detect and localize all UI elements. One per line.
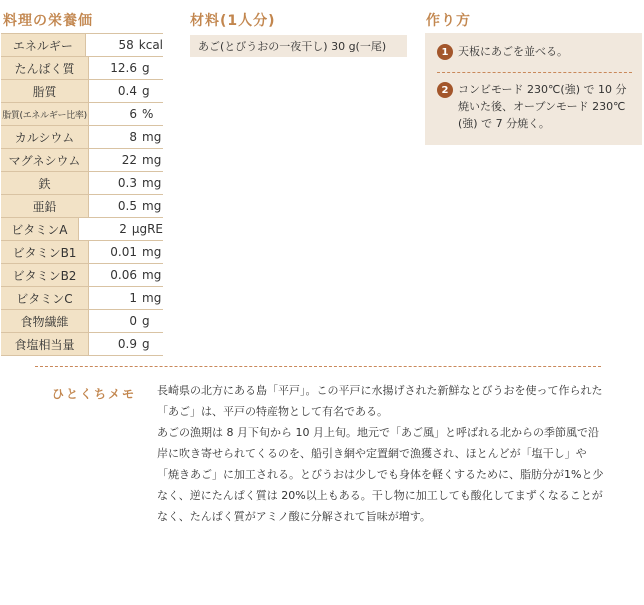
table-row	[1, 57, 163, 80]
nutrient-label: たんぱく質	[1, 57, 89, 79]
table-row	[1, 126, 163, 149]
nutrient-value: 8	[129, 130, 137, 144]
nutrition-title: 料理の栄養価	[3, 13, 93, 29]
nutrition-table	[1, 33, 163, 356]
nutrient-label: ビタミンC	[1, 287, 89, 309]
ingredient-item: あご(とびうおの一夜干し) 30 g(一尾)	[190, 35, 407, 57]
nutrient-unit: mg	[142, 176, 162, 190]
memo-paragraph: 長崎県の北方にある島「平戸」。この平戸に水揚げされた新鮮なとびうおを使って作られた「あご」は、平戸の特産物として有名である。	[157, 384, 603, 418]
steps-title: 作り方	[426, 13, 471, 29]
memo-text	[157, 380, 607, 527]
nutrient-unit: μgRE	[131, 222, 163, 236]
steps-box	[425, 33, 642, 145]
table-row	[1, 149, 163, 172]
table-row	[1, 33, 163, 57]
table-row	[1, 80, 163, 103]
section-divider	[35, 366, 601, 367]
nutrient-value: 2	[119, 222, 127, 236]
nutrient-label: マグネシウム	[1, 149, 89, 171]
step-item	[437, 81, 632, 132]
nutrient-value: 0.06	[110, 268, 137, 282]
nutrient-unit: mg	[142, 199, 162, 213]
nutrient-value: 0.5	[117, 199, 137, 213]
nutrient-unit: %	[142, 107, 154, 121]
nutrient-unit: mg	[142, 153, 162, 167]
nutrient-unit: g	[142, 84, 150, 98]
nutrient-unit: g	[142, 61, 150, 75]
table-row	[1, 264, 163, 287]
ingredients-title: 材料(1人分)	[190, 13, 276, 29]
nutrient-label: 食物繊維	[1, 310, 89, 332]
nutrient-label: 脂質	[1, 80, 89, 102]
step-divider	[437, 72, 632, 73]
table-row	[1, 172, 163, 195]
nutrient-value: 0	[129, 314, 137, 328]
nutrient-label: 脂質(エネルギー比率)	[1, 103, 89, 125]
nutrient-label: 食塩相当量	[1, 333, 89, 355]
nutrient-unit: g	[142, 337, 150, 351]
table-row	[1, 218, 163, 241]
nutrient-value: 58	[118, 38, 134, 52]
table-row	[1, 103, 163, 126]
nutrient-value: 6	[129, 107, 137, 121]
nutrient-value: 0.01	[110, 245, 137, 259]
step-number-badge: 2	[437, 82, 453, 98]
memo-title: ひとくちメモ	[52, 387, 137, 401]
nutrient-unit: mg	[142, 291, 162, 305]
nutrient-value: 0.3	[117, 176, 137, 190]
nutrient-unit: mg	[142, 268, 162, 282]
table-row	[1, 310, 163, 333]
nutrient-value: 0.9	[117, 337, 137, 351]
nutrient-unit: g	[142, 314, 150, 328]
table-row	[1, 241, 163, 264]
nutrient-label: エネルギー	[1, 34, 86, 56]
nutrient-unit: mg	[142, 130, 162, 144]
table-row	[1, 333, 163, 356]
nutrient-unit: kcal	[138, 38, 163, 52]
step-text: コンビモード 230℃(強) で 10 分焼いた後、オーブンモード 230℃(強) で 7 分焼く。	[458, 83, 627, 130]
table-row	[1, 287, 163, 310]
nutrient-value: 22	[121, 153, 137, 167]
memo-paragraph: あごの漁期は 8 月下旬から 10 月上旬。地元で「あご風」と呼ばれる北からの季節風で沿岸に吹き寄せられてくるのを、船引き網や定置網で漁獲され、ほとんどが「塩干し」や「焼きあご」に加工される。とびうおは少しでも身体を軽くするために、脂肪分が1%と少なく、逆にたんぱく質は 20%以上もある。干し物に加工しても酸化してまずくなることがなく、たんぱく質がアミノ酸に分解されて旨味が増す。	[157, 426, 604, 523]
nutrient-label: カルシウム	[1, 126, 89, 148]
nutrient-label: ビタミンB2	[1, 264, 89, 286]
table-row	[1, 195, 163, 218]
step-number-badge: 1	[437, 44, 453, 60]
nutrient-label: ビタミンA	[1, 218, 79, 240]
nutrient-label: 鉄	[1, 172, 89, 194]
nutrient-value: 0.4	[117, 84, 137, 98]
step-text: 天板にあごを並べる。	[458, 45, 568, 58]
nutrient-label: 亜鉛	[1, 195, 89, 217]
nutrient-unit: mg	[142, 245, 162, 259]
nutrient-value: 12.6	[110, 61, 137, 75]
step-item	[437, 43, 632, 60]
nutrient-label: ビタミンB1	[1, 241, 89, 263]
nutrient-value: 1	[129, 291, 137, 305]
